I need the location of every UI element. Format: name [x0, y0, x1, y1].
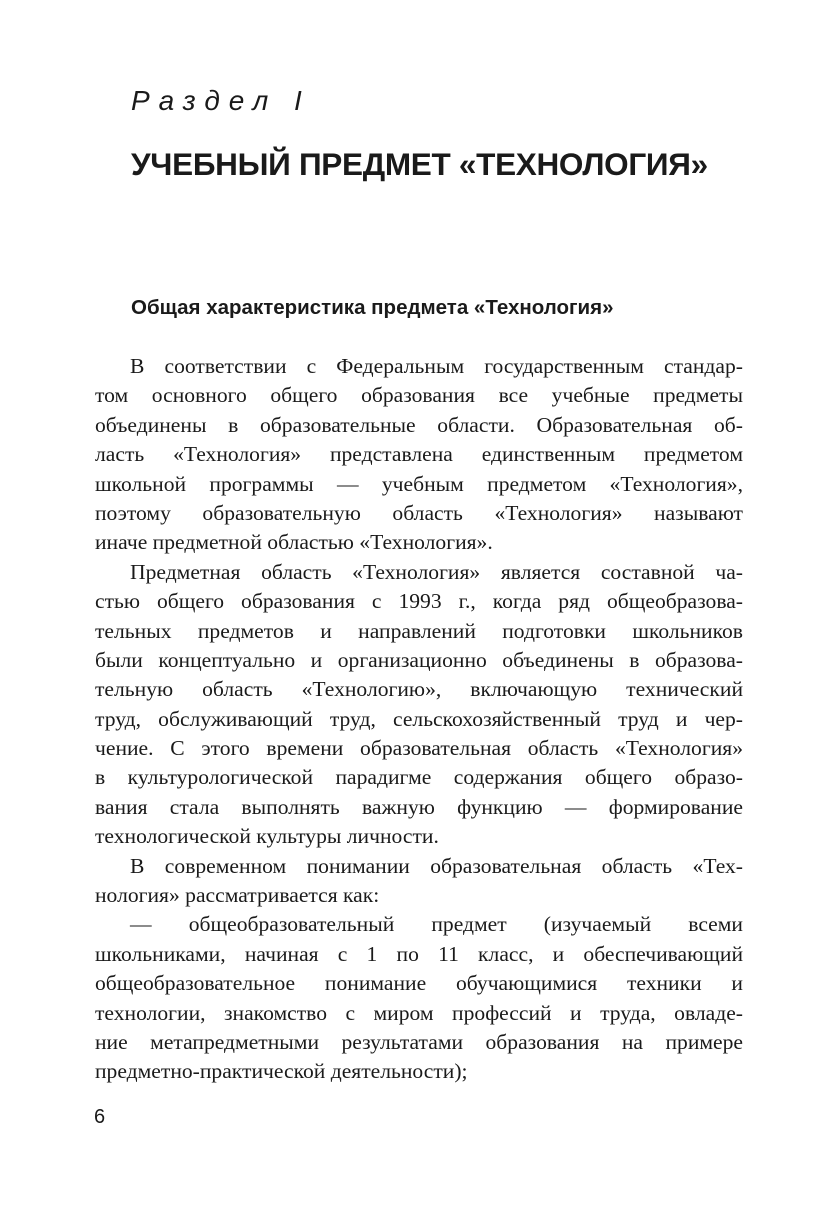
text-line: тельных предметов и направлений подготовки школьников	[95, 618, 743, 643]
text-line: стью общего образования с 1993 г., когда ряд общеобразова-	[95, 589, 743, 614]
text-line: технологии, знакомство с миром профессий и труда, овладе-	[95, 1000, 743, 1025]
text-line: труд, обслуживающий труд, сельскохозяйственный труд и чер-	[95, 706, 743, 731]
text-line: вания стала выполнять важную функцию — формирование	[95, 794, 743, 819]
text-line: в культурологической парадигме содержания общего образо-	[95, 765, 743, 790]
text-line: общеобразовательное понимание обучающимися техники и	[95, 971, 743, 996]
text-line: школьной программы — учебным предметом «Технология»,	[95, 471, 743, 496]
section-label: Раздел I	[131, 85, 311, 116]
subsection-title: Общая характеристика предмета «Технология»	[131, 296, 614, 319]
text-line: В современном понимании образовательная область «Тех-	[130, 853, 743, 878]
text-line: Предметная область «Технология» является составной ча-	[130, 559, 743, 584]
text-line: нология» рассматривается как:	[95, 883, 380, 908]
page-number: 6	[94, 1106, 106, 1128]
text-line: предметно-практической деятельности);	[95, 1059, 468, 1084]
body-text	[95, 352, 743, 1087]
chapter-title: УЧЕБНЫЙ ПРЕДМЕТ «ТЕХНОЛОГИЯ»	[131, 146, 708, 182]
text-line: ласть «Технология» представлена единственным предметом	[95, 442, 743, 467]
text-line: иначе предметной областью «Технология».	[95, 530, 493, 555]
text-line: объединены в образовательные области. Образовательная об-	[95, 412, 743, 437]
text-line: технологической культуры личности.	[95, 824, 439, 849]
text-line: чение. С этого времени образовательная область «Технология»	[95, 736, 743, 761]
text-line: том основного общего образования все учебные предметы	[95, 383, 743, 408]
text-line: были концептуально и организационно объединены в образова-	[95, 647, 743, 672]
text-line: В соответствии с Федеральным государственным стандар-	[130, 354, 743, 378]
text-line: тельную область «Технологию», включающую технический	[95, 677, 743, 702]
text-line: школьниками, начиная с 1 по 11 класс, и обеспечивающий	[95, 941, 743, 966]
text-line: — общеобразовательный предмет (изучаемый всеми	[130, 912, 743, 937]
text-line: ние метапредметными результатами образования на примере	[95, 1029, 743, 1054]
text-line: поэтому образовательную область «Технология» называют	[95, 500, 743, 525]
